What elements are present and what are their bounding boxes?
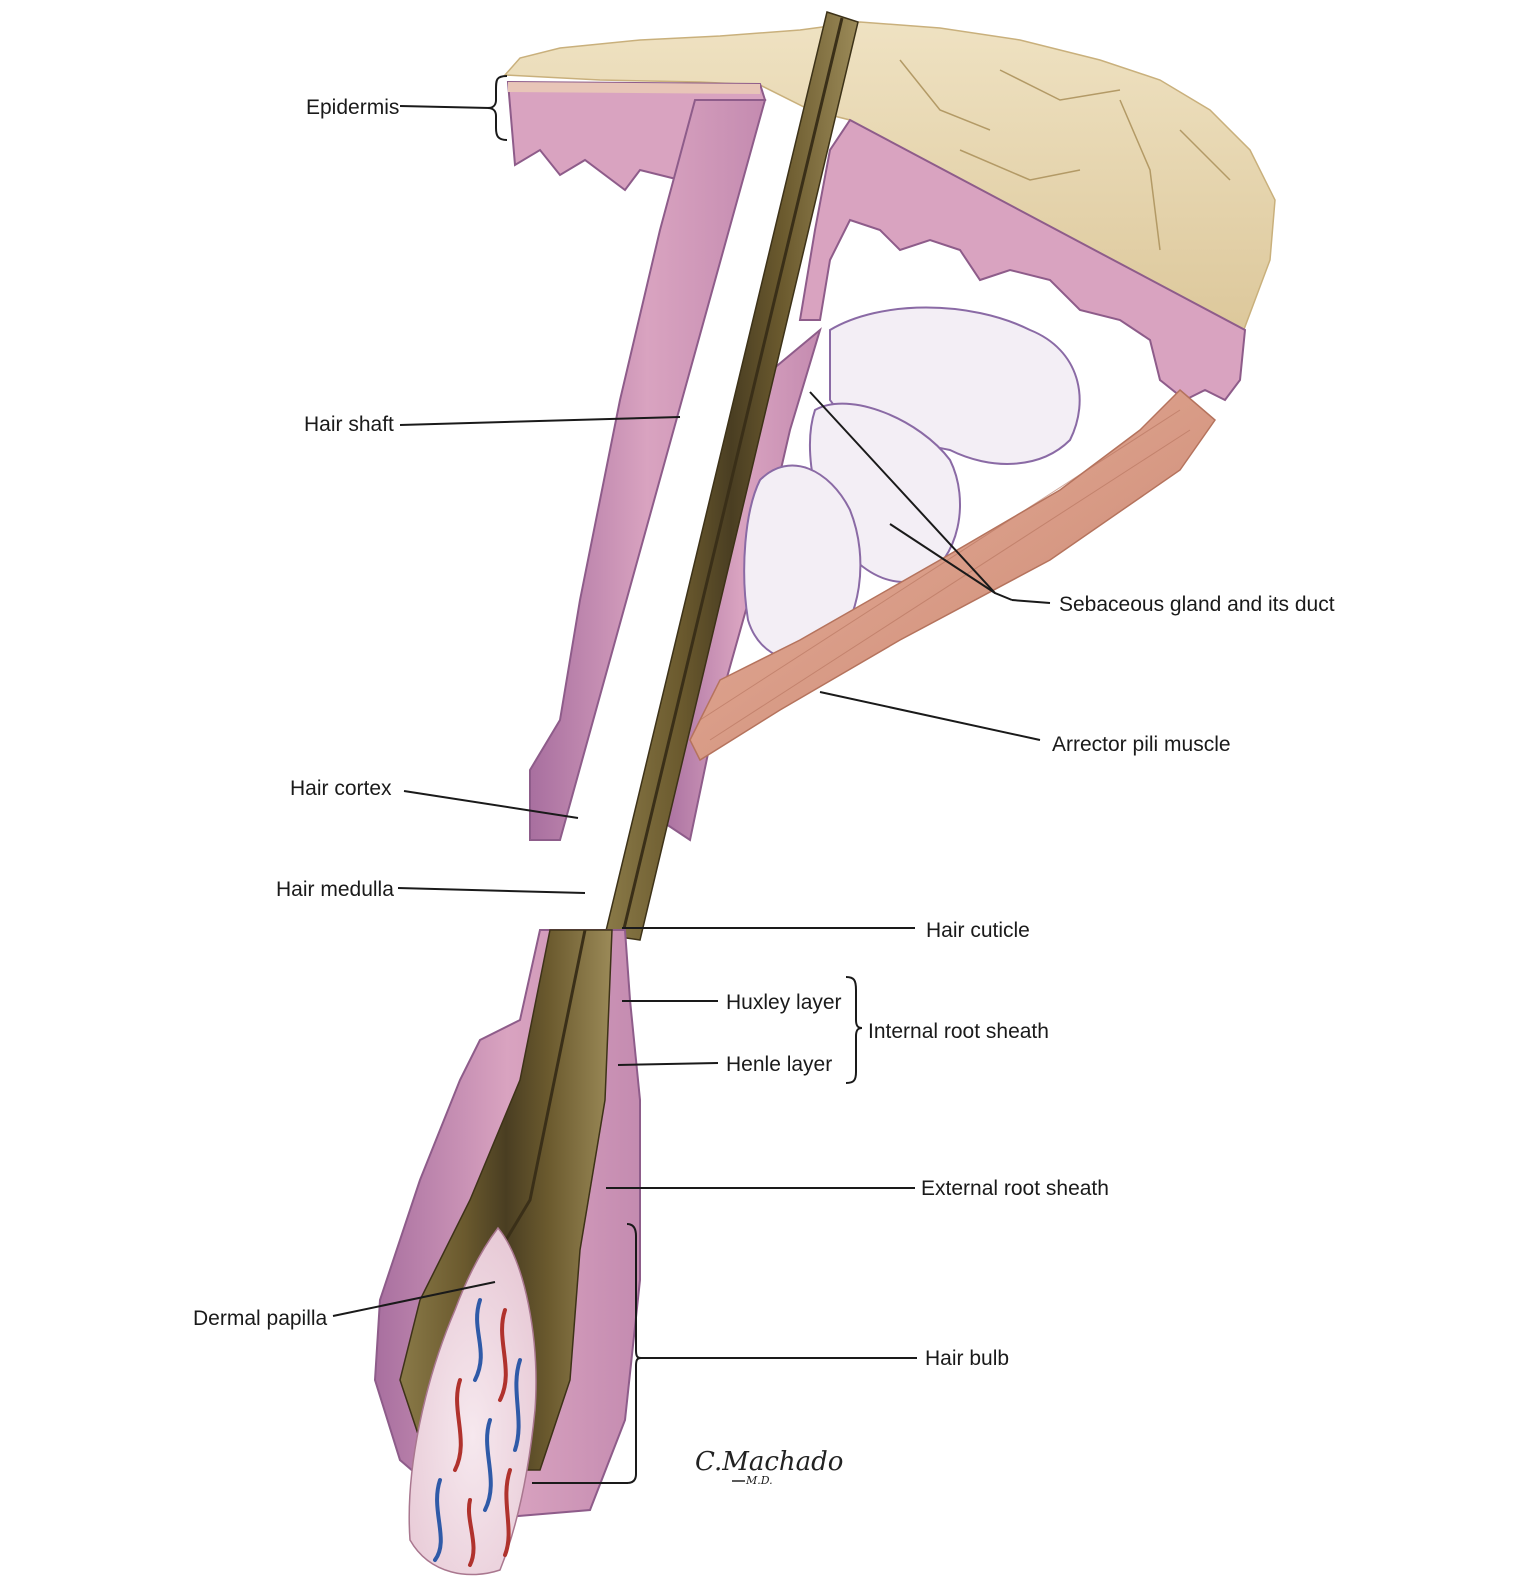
label-epidermis: Epidermis	[306, 96, 400, 119]
label-arrector-pili-muscle: Arrector pili muscle	[1052, 733, 1231, 756]
label-huxley-layer: Huxley layer	[726, 991, 842, 1014]
artist-signature	[695, 1447, 843, 1487]
svg-text:M.D.: M.D.	[746, 1474, 773, 1487]
label-hair-bulb: Hair bulb	[925, 1347, 1010, 1370]
label-henle-layer: Henle layer	[726, 1053, 833, 1076]
label-hair-shaft: Hair shaft	[304, 413, 394, 436]
label-external-root-sheath: External root sheath	[921, 1177, 1109, 1200]
epidermis-brace	[488, 76, 507, 140]
label-dermal-papilla: Dermal papilla	[193, 1307, 328, 1330]
label-sebaceous-gland: Sebaceous gland and its duct	[1059, 593, 1335, 616]
label-hair-cortex: Hair cortex	[290, 777, 392, 800]
label-hair-cuticle: Hair cuticle	[926, 919, 1030, 942]
label-hair-medulla: Hair medulla	[276, 878, 394, 901]
internal-root-sheath-brace	[846, 977, 862, 1083]
svg-text:C.Machado: C.Machado	[695, 1447, 844, 1477]
label-internal-root-sheath: Internal root sheath	[868, 1020, 1049, 1043]
